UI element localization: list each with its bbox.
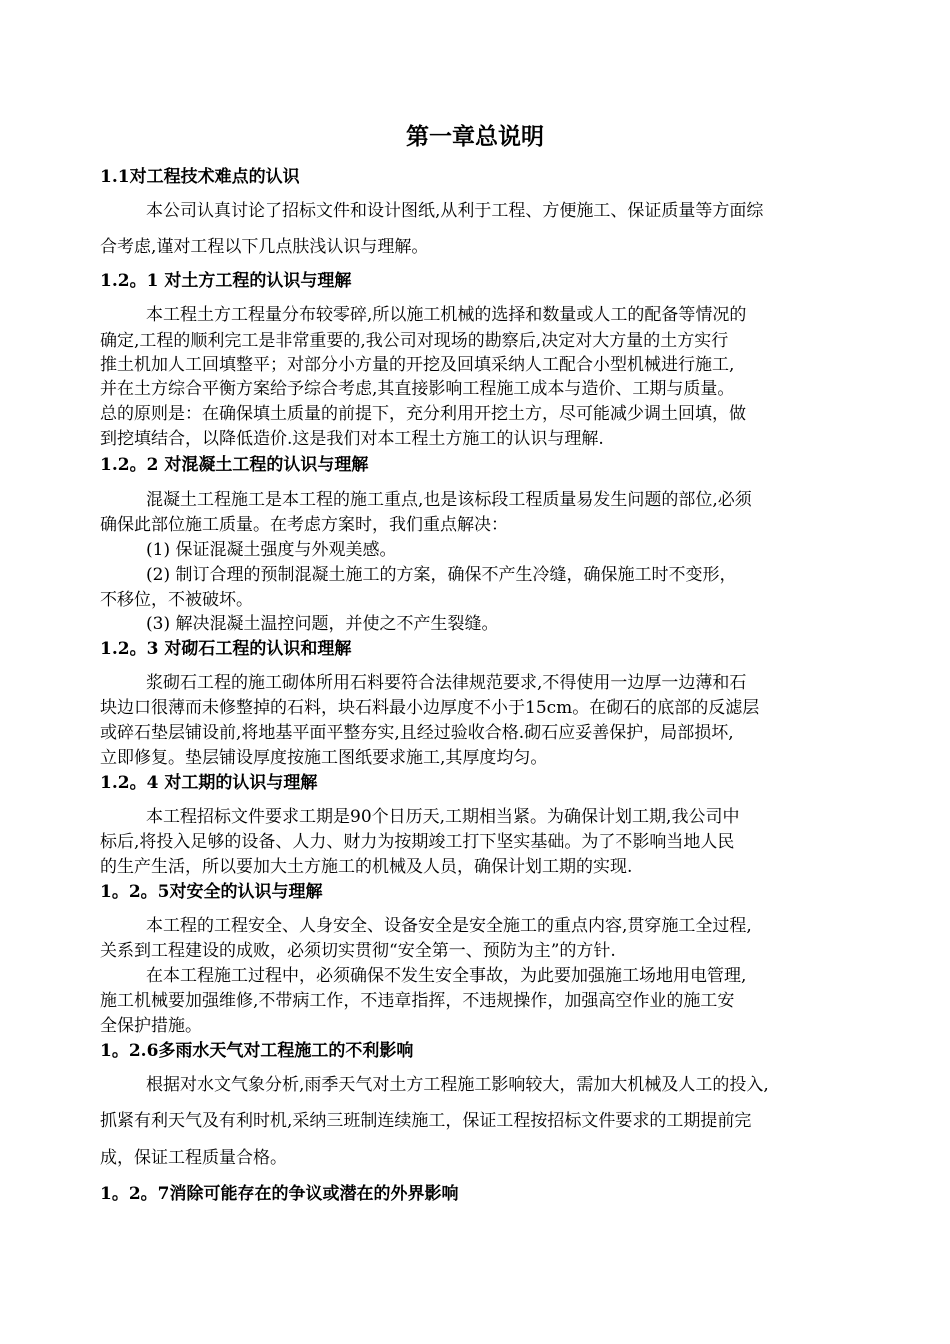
section-heading-1-2-6: 1。2.6多雨水天气对工程施工的不利影响 bbox=[100, 1041, 414, 1061]
paragraph-line: 本公司认真讨论了招标文件和设计图纸,从利于工程、方便施工、保证质量等方面综 bbox=[146, 201, 764, 221]
list-item: (2) 制订合理的预制混凝土施工的方案，确保不产生冷缝，确保施工时不变形， bbox=[146, 565, 737, 585]
paragraph-line: 根据对水文气象分析,雨季天气对土方工程施工影响较大，需加大机械及人工的投入, bbox=[146, 1075, 769, 1095]
section-heading-1-2-3: 1.2。3 对砌石工程的认识和理解 bbox=[100, 639, 352, 659]
paragraph-line: 在本工程施工过程中，必须确保不发生安全事故，为此要加强施工场地用电管理, bbox=[146, 966, 747, 986]
paragraph-line: 不移位，不被破坏。 bbox=[100, 590, 253, 610]
section-heading-1-2-4: 1.2。4 对工期的认识与理解 bbox=[100, 773, 318, 793]
paragraph-line: 成，保证工程质量合格。 bbox=[100, 1148, 287, 1168]
paragraph-line: 确保此部位施工质量。在考虑方案时，我们重点解决： bbox=[100, 515, 508, 535]
paragraph-line: 或碎石垫层铺设前,将地基平面平整夯实,且经过验收合格.砌石应妥善保护，局部损坏, bbox=[100, 723, 734, 743]
section-heading-1-2-2: 1.2。2 对混凝土工程的认识与理解 bbox=[100, 455, 369, 475]
paragraph-line: 块边口很薄而未修整掉的石料，块石料最小边厚度不小于15cm。在砌石的底部的反滤层 bbox=[100, 698, 760, 718]
paragraph-line: 总的原则是：在确保填土质量的前提下，充分利用开挖土方，尽可能减少调土回填，做 bbox=[100, 404, 746, 424]
paragraph-line: 标后,将投入足够的设备、人力、财力为按期竣工打下坚实基础。为了不影响当地人民 bbox=[100, 832, 735, 852]
paragraph-line: 的生产生活，所以要加大土方施工的机械及人员，确保计划工期的实现. bbox=[100, 857, 633, 877]
paragraph-line: 合考虑,谨对工程以下几点肤浅认识与理解。 bbox=[100, 237, 429, 257]
chapter-title: 第一章总说明 bbox=[406, 123, 544, 150]
paragraph-line: 推土机加人工回填整平；对部分小方量的开挖及回填采纳人工配合小型机械进行施工, bbox=[100, 355, 735, 375]
list-item: (3) 解决混凝土温控问题，并使之不产生裂缝。 bbox=[146, 614, 499, 634]
section-heading-1-2-5: 1。2。5对安全的认识与理解 bbox=[100, 882, 323, 902]
paragraph-line: 并在土方综合平衡方案给予综合考虑,其直接影响工程施工成本与造价、工期与质量。 bbox=[100, 379, 735, 399]
paragraph-line: 本工程土方工程量分布较零碎,所以施工机械的选择和数量或人工的配备等情况的 bbox=[146, 305, 747, 325]
paragraph-line: 浆砌石工程的施工砌体所用石料要符合法律规范要求,不得使用一边厚一边薄和石 bbox=[146, 673, 747, 693]
paragraph-line: 到挖填结合，以降低造价.这是我们对本工程土方施工的认识与理解. bbox=[100, 429, 604, 449]
paragraph-line: 混凝土工程施工是本工程的施工重点,也是该标段工程质量易发生问题的部位,必须 bbox=[146, 490, 752, 510]
paragraph-line: 施工机械要加强维修,不带病工作，不违章指挥，不违规操作，加强高空作业的施工安 bbox=[100, 991, 735, 1011]
list-item: (1) 保证混凝土强度与外观美感。 bbox=[146, 540, 397, 560]
section-heading-1-1: 1.1对工程技术难点的认识 bbox=[100, 167, 300, 187]
paragraph-line: 立即修复。垫层铺设厚度按施工图纸要求施工,其厚度均匀。 bbox=[100, 748, 548, 768]
paragraph-line: 抓紧有利天气及有利时机,采纳三班制连续施工，保证工程按招标文件要求的工期提前完 bbox=[100, 1111, 752, 1131]
paragraph-line: 全保护措施。 bbox=[100, 1016, 202, 1036]
section-heading-1-2-7: 1。2。7消除可能存在的争议或潜在的外界影响 bbox=[100, 1184, 459, 1204]
paragraph-line: 本工程招标文件要求工期是90个日历天,工期相当紧。为确保计划工期,我公司中 bbox=[146, 807, 740, 827]
paragraph-line: 确定,工程的顺利完工是非常重要的,我公司对现场的勘察后,决定对大方量的土方实行 bbox=[100, 331, 729, 351]
paragraph-line: 本工程的工程安全、人身安全、设备安全是安全施工的重点内容,贯穿施工全过程, bbox=[146, 916, 752, 936]
section-heading-1-2-1: 1.2。1 对土方工程的认识与理解 bbox=[100, 271, 352, 291]
paragraph-line: 关系到工程建设的成败，必须切实贯彻“安全第一、预防为主”的方针. bbox=[100, 941, 616, 961]
